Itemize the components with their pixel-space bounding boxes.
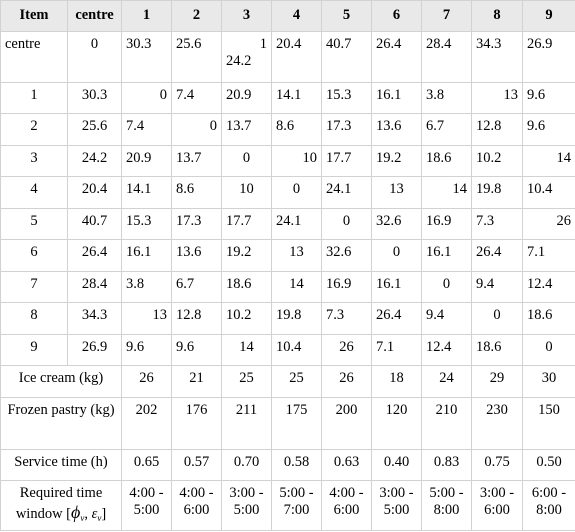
table-cell: 32.6 [322,240,372,271]
table-cell: 0.58 [272,449,322,480]
table-cell: 13.7 [172,145,222,176]
table-cell: 200 [322,397,372,449]
table-cell: 0 [422,271,472,302]
service-time-row [1,449,575,480]
header-item: Item [1,1,68,32]
table-cell: 150 [523,397,575,449]
table-cell: 17.3 [322,114,372,145]
time-window-row [1,481,575,531]
table-cell: 12.8 [172,303,222,334]
table-cell: 14 [523,145,575,176]
header-col-4: 4 [272,1,322,32]
time-window-label-text: Required time window [ [15,485,103,523]
table-cell: 20.9 [222,83,272,114]
table-cell: 10.4 [272,334,322,365]
table-cell: 10 [272,145,322,176]
table-cell: 9.6 [122,334,172,365]
table-cell: 18.6 [523,303,575,334]
table-cell: 4:00 - 5:00 [122,481,172,531]
table-cell: 120 [372,397,422,449]
table-cell: 0 [122,83,172,114]
table-cell: 14 [222,334,272,365]
table-cell: 26 [122,366,172,397]
table-cell: 6.7 [422,114,472,145]
table-cell: 9.4 [422,303,472,334]
table-cell: 13 [122,303,172,334]
table-cell: 30.3 [122,32,172,83]
table-cell: 0 [372,240,422,271]
header-col-3: 3 [222,1,272,32]
table-cell: 19.2 [222,240,272,271]
table-cell: 210 [422,397,472,449]
table-cell: 8.6 [272,114,322,145]
header-col-5: 5 [322,1,372,32]
table-cell: 19.2 [372,145,422,176]
header-col-1: 1 [122,1,172,32]
table-cell: 18.6 [472,334,523,365]
table-cell: 17.7 [322,145,372,176]
table-cell: 7.4 [122,114,172,145]
table-cell: 0.40 [372,449,422,480]
row-label: 3 [1,145,68,176]
table-row [1,303,575,334]
table-cell: 13.6 [172,240,222,271]
table-cell: 0.75 [472,449,523,480]
table-cell: 19.8 [472,177,523,208]
table-cell: 3:00 - 5:00 [222,481,272,531]
table-row [1,114,575,145]
table-cell: 0 [222,145,272,176]
table-cell: 16.1 [372,271,422,302]
table-cell: 9.6 [523,114,575,145]
table-cell: 21 [172,366,222,397]
row-label: centre [1,32,68,83]
close-bracket: ] [101,506,107,523]
table-cell: 4:00 - 6:00 [172,481,222,531]
phi-symbol: ϕ [71,502,81,523]
table-cell: 0.70 [222,449,272,480]
table-cell: 9.6 [172,334,222,365]
table-cell: 24.1 [322,177,372,208]
header-col-2: 2 [172,1,222,32]
table-cell: 176 [172,397,222,449]
table-cell: 0 [472,303,523,334]
table-cell: 16.1 [372,83,422,114]
table-cell: 13.6 [372,114,422,145]
table-cell: 7.1 [523,240,575,271]
epsilon-symbol: ε [91,506,98,523]
row-label: 7 [1,271,68,302]
table-cell: 3.8 [422,83,472,114]
table-cell: 14.1 [272,83,322,114]
separator: , [84,506,92,523]
table-cell: 32.6 [372,208,422,239]
table-cell: 34.3 [68,303,122,334]
table-cell: 14 [272,271,322,302]
table-cell: 14 [422,177,472,208]
table-cell: 16.9 [322,271,372,302]
table-cell: 26.9 [68,334,122,365]
table-cell: 20.9 [122,145,172,176]
table-cell: 230 [472,397,523,449]
table-cell: 0 [272,177,322,208]
table-cell: 0 [322,208,372,239]
table-row [1,271,575,302]
table-cell: 0.65 [122,449,172,480]
table-cell: 18.6 [222,271,272,302]
table-cell: 202 [122,397,172,449]
table-cell: 26.4 [472,240,523,271]
table-cell: 17.3 [172,208,222,239]
table-cell: 0.63 [322,449,372,480]
table-cell: 211 [222,397,272,449]
table-cell: 0.50 [523,449,575,480]
table-cell: 0 [172,114,222,145]
table-cell: 6:00 - 8:00 [523,481,575,531]
table-cell: 0.83 [422,449,472,480]
table-row [1,240,575,271]
table-cell: 7.3 [472,208,523,239]
time-window-label [1,481,122,531]
table-cell: 9.4 [472,271,523,302]
header-col-8: 8 [472,1,523,32]
header-col-9: 9 [523,1,575,32]
row-label: 1 [1,83,68,114]
table-cell: 175 [272,397,322,449]
table-row [1,32,575,83]
table-cell: 20.4 [68,177,122,208]
table-cell: 3:00 - 6:00 [472,481,523,531]
table-cell: 3:00 - 5:00 [372,481,422,531]
ice-cream-row [1,366,575,397]
table-cell: 6.7 [172,271,222,302]
table-cell: 30 [523,366,575,397]
table-cell: 0.57 [172,449,222,480]
table-cell: 12.4 [422,334,472,365]
table-cell: 25.6 [172,32,222,83]
table-cell: 15.3 [322,83,372,114]
table-cell: 26.4 [372,32,422,83]
table-cell: 10 [222,177,272,208]
cell-line: 24.2 [226,53,252,70]
row-label: 9 [1,334,68,365]
table-row [1,208,575,239]
table-cell: 26.4 [68,240,122,271]
table-cell: 29 [472,366,523,397]
table-cell: 9.6 [523,83,575,114]
table-cell: 26 [523,208,575,239]
table-cell: 5:00 - 8:00 [422,481,472,531]
table-cell: 14.1 [122,177,172,208]
table-cell: 26 [322,366,372,397]
table-cell: 12.8 [472,114,523,145]
table-cell: 20.4 [272,32,322,83]
table-cell: 25 [222,366,272,397]
table-cell: 13.7 [222,114,272,145]
header-row [1,1,575,32]
frozen-pastry-row [1,397,575,449]
table-cell: 12.4 [523,271,575,302]
table-cell: 34.3 [472,32,523,83]
table-cell: 7.3 [322,303,372,334]
table-cell: 18 [372,366,422,397]
table-cell: 13 [472,83,523,114]
table-cell: 13 [372,177,422,208]
service-time-label: Service time (h) [1,449,122,480]
table-cell: 19.8 [272,303,322,334]
header-centre: centre [68,1,122,32]
table-cell: 0 [523,334,575,365]
table-cell: 30.3 [68,83,122,114]
table-row [1,177,575,208]
row-label: 5 [1,208,68,239]
table-cell: 26 [322,334,372,365]
table-cell: 24.2 [68,145,122,176]
table-cell: 13 [272,240,322,271]
table-cell: 7.4 [172,83,222,114]
table-cell: 25 [272,366,322,397]
table-cell: 28.4 [68,271,122,302]
table-cell: 16.1 [122,240,172,271]
table-cell: 26.9 [523,32,575,83]
row-label: 6 [1,240,68,271]
table-cell: 3.8 [122,271,172,302]
table-cell: 40.7 [68,208,122,239]
table-cell: 17.7 [222,208,272,239]
table-row [1,145,575,176]
table-cell: 24 [422,366,472,397]
table-cell: 4:00 - 6:00 [322,481,372,531]
table-cell: 40.7 [322,32,372,83]
table-cell: 26.4 [372,303,422,334]
table-cell: 7.1 [372,334,422,365]
header-col-7: 7 [422,1,472,32]
table-cell: 8.6 [172,177,222,208]
cell-line: 1 [259,36,267,52]
table-cell: 28.4 [422,32,472,83]
subscript-v: v [80,513,85,524]
table-cell: 10.4 [523,177,575,208]
table-cell: 10.2 [222,303,272,334]
table-cell: 16.1 [422,240,472,271]
table-cell: 25.6 [68,114,122,145]
table-cell: 18.6 [422,145,472,176]
frozen-pastry-label: Frozen pastry (kg) [1,397,122,449]
row-label: 8 [1,303,68,334]
ice-cream-label: Ice cream (kg) [1,366,122,397]
table-cell: 15.3 [122,208,172,239]
table-row [1,83,575,114]
table-cell: 0 [68,32,122,83]
table-cell: 24.1 [272,208,322,239]
table-cell: 5:00 - 7:00 [272,481,322,531]
table-cell: 16.9 [422,208,472,239]
table-cell [222,32,272,83]
subscript-v: v [97,513,102,524]
row-label: 2 [1,114,68,145]
table-cell: 10.2 [472,145,523,176]
table-row [1,334,575,365]
row-label: 4 [1,177,68,208]
header-col-6: 6 [372,1,422,32]
